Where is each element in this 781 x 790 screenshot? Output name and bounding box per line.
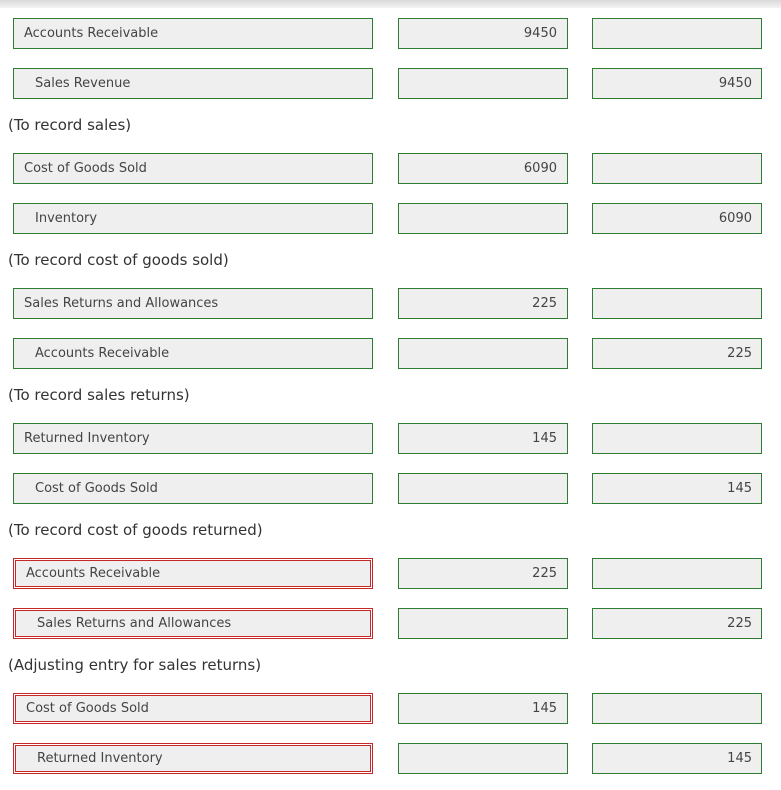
credit-amount-field[interactable] <box>592 18 762 49</box>
account-field[interactable]: Sales Revenue <box>13 68 373 99</box>
debit-amount-field[interactable]: 225 <box>398 558 568 589</box>
credit-amount-field[interactable]: 225 <box>592 338 762 369</box>
debit-amount-field[interactable]: 145 <box>398 693 568 724</box>
account-field-error[interactable]: Cost of Goods Sold <box>13 693 373 724</box>
debit-amount-field[interactable]: 9450 <box>398 18 568 49</box>
account-field-error[interactable]: Accounts Receivable <box>13 558 373 589</box>
debit-amount-field[interactable]: 6090 <box>398 153 568 184</box>
credit-amount-field[interactable]: 6090 <box>592 203 762 234</box>
debit-amount-field[interactable] <box>398 338 568 369</box>
credit-amount-field[interactable]: 145 <box>592 743 762 774</box>
credit-amount-field[interactable] <box>592 423 762 454</box>
debit-amount-field[interactable] <box>398 473 568 504</box>
credit-amount-field[interactable] <box>592 558 762 589</box>
credit-amount-field[interactable]: 225 <box>592 608 762 639</box>
account-field[interactable]: Returned Inventory <box>13 423 373 454</box>
entry-explanation: (To record cost of goods sold) <box>8 251 229 269</box>
top-shadow-bar <box>0 0 781 8</box>
credit-amount-field[interactable]: 9450 <box>592 68 762 99</box>
debit-amount-field[interactable]: 145 <box>398 423 568 454</box>
account-field[interactable]: Inventory <box>13 203 373 234</box>
account-field[interactable]: Sales Returns and Allowances <box>13 288 373 319</box>
credit-amount-field[interactable] <box>592 153 762 184</box>
account-field[interactable]: Cost of Goods Sold <box>13 153 373 184</box>
debit-amount-field[interactable] <box>398 68 568 99</box>
credit-amount-field[interactable] <box>592 288 762 319</box>
account-field[interactable]: Accounts Receivable <box>13 18 373 49</box>
debit-amount-field[interactable] <box>398 203 568 234</box>
account-field[interactable]: Cost of Goods Sold <box>13 473 373 504</box>
entry-explanation: (Adjusting entry for sales returns) <box>8 656 262 674</box>
account-field[interactable]: Accounts Receivable <box>13 338 373 369</box>
debit-amount-field[interactable] <box>398 743 568 774</box>
entry-explanation: (To record sales) <box>8 116 132 134</box>
account-field-error[interactable]: Returned Inventory <box>13 743 373 774</box>
credit-amount-field[interactable]: 145 <box>592 473 762 504</box>
account-field-error[interactable]: Sales Returns and Allowances <box>13 608 373 639</box>
credit-amount-field[interactable] <box>592 693 762 724</box>
debit-amount-field[interactable]: 225 <box>398 288 568 319</box>
entry-explanation: (To record sales returns) <box>8 386 190 404</box>
debit-amount-field[interactable] <box>398 608 568 639</box>
entry-explanation: (To record cost of goods returned) <box>8 521 263 539</box>
